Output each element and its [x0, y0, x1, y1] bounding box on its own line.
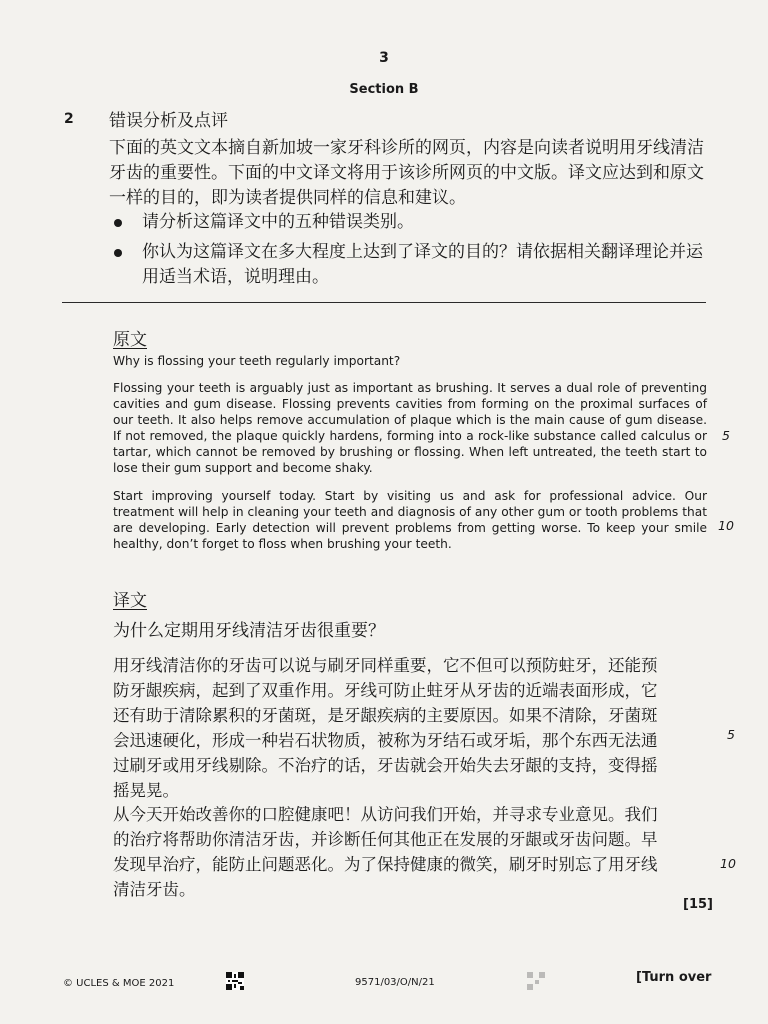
translation-line: 用牙线清洁你的牙齿可以说与刷牙同样重要，它不但可以预防蛀牙，还能预 — [113, 656, 658, 675]
source-line: cavities and gum disease. Flossing prevents cavities from forming on the proximal surfaces — [113, 397, 690, 411]
translation-line-number-5: 5 — [727, 727, 735, 742]
question-title: 错误分析及点评 — [109, 111, 228, 131]
translation-line: 的治疗将帮助你清洁牙齿，并诊断任何其他正在发展的牙龈或牙齿问题。早 — [113, 830, 658, 849]
question-instructions: 下面的英文文本摘自新加坡一家牙科诊所的网页，内容是向读者说明用牙线清洁牙齿的重要性。下面的中文译文将用于该诊所网页的中文版。译文应达到和原文一样的目的，即为读者提供同样的信息和建议。 — [109, 138, 704, 208]
task-bullet-list — [112, 210, 712, 295]
bullet-icon — [114, 219, 122, 227]
source-line: smile healthy, don’t forget to floss when brushing your teeth. — [113, 521, 707, 551]
translation-line: 过刷牙或用牙线剔除。不治疗的话，牙齿就会开始失去牙龈的支持，变得摇 — [113, 756, 658, 775]
qr-code-icon — [226, 972, 244, 990]
marks-total: [15] — [683, 897, 713, 912]
source-paragraph-2 — [113, 488, 707, 552]
divider — [62, 302, 706, 303]
translation-paragraph-2 — [113, 802, 709, 902]
translation-line: 还有助于清除累积的牙菌斑，是牙龈疾病的主要原因。如果不清除，牙菌斑 — [113, 706, 658, 725]
translation-paragraph-1 — [113, 653, 709, 803]
translation-question: 为什么定期用牙线清洁牙齿很重要？ — [113, 621, 385, 641]
translation-line: 清洁牙齿。 — [113, 880, 196, 899]
question-number: 2 — [64, 111, 74, 127]
translation-line-number-10: 10 — [720, 856, 736, 871]
source-line: calculus or tartar, which cannot be removed by brushing or flossing. When left untreated, the — [113, 429, 707, 459]
source-line: treatment will help in cleaning your teeth and diagnosis of any other gum or tooth problems — [113, 505, 679, 519]
paper-code: 9571/03/O/N/21 — [355, 977, 435, 988]
translation-line: 摇晃晃。 — [113, 781, 179, 800]
source-line-number-5: 5 — [722, 428, 730, 443]
qr-code-icon — [527, 972, 545, 990]
bullet-icon — [114, 249, 122, 257]
section-title: Section B — [349, 82, 419, 97]
source-line-number-10: 10 — [718, 518, 734, 533]
turn-over-label: [Turn over — [636, 970, 712, 985]
source-question: Why is flossing your teeth regularly important? — [113, 354, 401, 368]
source-paragraph-1 — [113, 380, 707, 476]
footer-copyright: © UCLES & MOE 2021 — [63, 978, 175, 989]
source-line: that are developing. Early detection will prevent problems from getting worse. To keep your — [113, 505, 708, 535]
task-bullet-text: 你认为这篇译文在多大程度上达到了译文的目的？请依据相关翻译理论并运用适当术语，说明理由。 — [142, 242, 703, 287]
translation-line: 会迅速硬化，形成一种岩石状物质，被称为牙结石或牙垢，那个东西无法通 — [113, 731, 658, 750]
translation-line: 从今天开始改善你的口腔健康吧！从访问我们开始，并寻求专业意见。我们 — [113, 805, 658, 824]
page-number: 3 — [379, 50, 389, 66]
source-line: Flossing your teeth is arguably just as important as brushing. It serves a dual role of preventing — [113, 381, 707, 395]
translation-line: 防牙龈疾病，起到了双重作用。牙线可防止蛀牙从牙齿的近端表面形成，它 — [113, 681, 658, 700]
source-line: disease. If not removed, the plaque quickly hardens, forming into a rock-like substance called — [113, 413, 708, 443]
task-bullet — [112, 210, 712, 235]
task-bullet-text: 请分析这篇译文中的五种错误类别。 — [142, 212, 414, 232]
source-line: of our teeth. It also helps remove accumulation of plaque which is the main cause of gum — [113, 397, 707, 427]
source-heading: 原文 — [113, 330, 147, 350]
task-bullet — [112, 240, 712, 290]
source-line: Start improving yourself today. Start by visiting us and ask for professional advice. Our — [113, 489, 707, 503]
source-line: teeth start to lose their gum support and become shaky. — [113, 445, 708, 475]
translation-line: 发现早治疗，能防止问题恶化。为了保持健康的微笑，刷牙时别忘了用牙线 — [113, 855, 658, 874]
translation-heading: 译文 — [113, 591, 147, 611]
